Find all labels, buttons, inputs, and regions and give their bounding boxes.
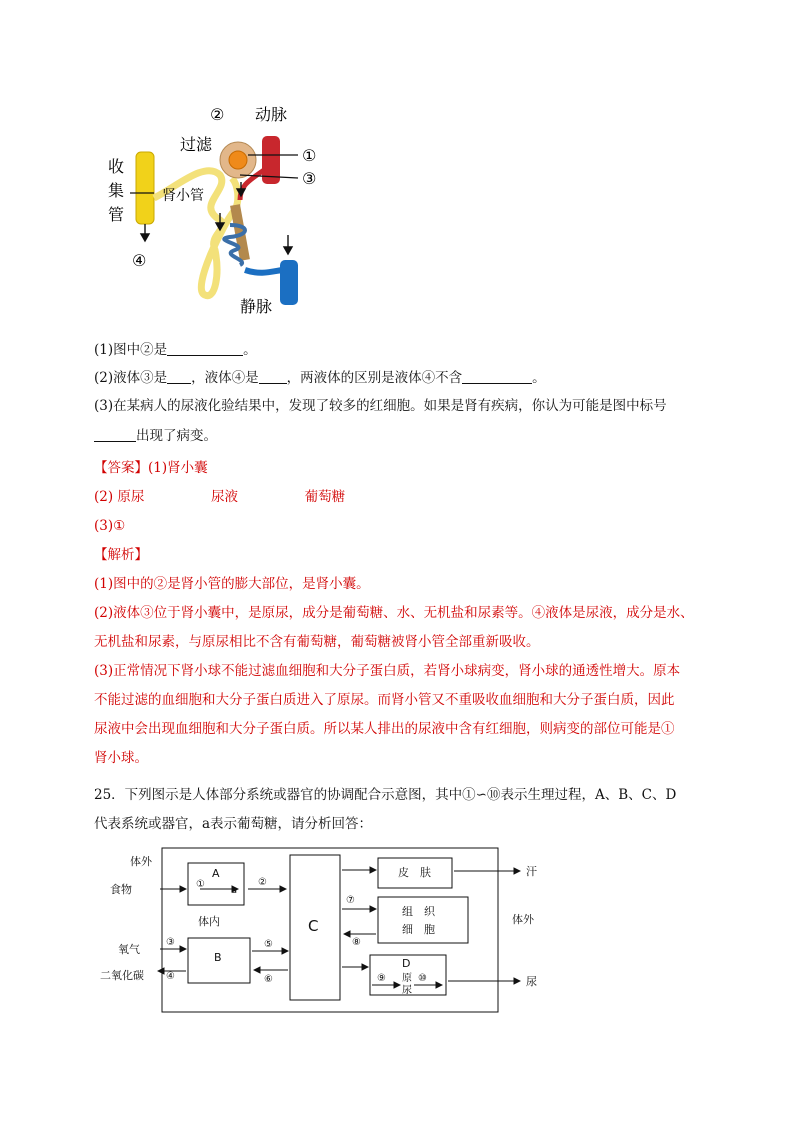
analysis-p2-line-1: (2)液体③位于肾小囊中，是原尿，成分是葡萄糖、水、无机盐和尿素等。④液体是尿液，成分是水、	[94, 605, 694, 621]
label-circle-2: ②	[258, 877, 267, 888]
analysis-p3-line-2: 不能过滤的血细胞和大分子蛋白质进入了原尿。而肾小管又不重吸收血细胞和大分子蛋白质，因此	[94, 692, 675, 708]
answer-label: 【答案】	[94, 460, 148, 476]
analysis-p1: (1)图中的②是肾小管的膨大部位，是肾小囊。	[94, 576, 370, 592]
q1-prefix: (1)图中②是	[94, 342, 168, 358]
label-sweat: 汗	[526, 865, 537, 878]
analysis-p3-line-4: 肾小球。	[94, 750, 148, 766]
label-outside-top: 体外	[130, 855, 152, 868]
q25-line-1: 25．下列图示是人体部分系统或器官的协调配合示意图，其中①∽⑩表示生理过程，A、B、C、D	[94, 787, 677, 803]
q2-c: ，两液体的区别是液体④不含	[286, 370, 463, 386]
kidney-nephron-figure	[100, 100, 340, 325]
q2-blank-1	[167, 369, 191, 384]
label-filter: 过滤	[180, 135, 213, 154]
analysis-p3-line-3: 尿液中会出现血细胞和大分子蛋白质。所以某人排出的尿液中含有红细胞，则病变的部位可能是①	[94, 721, 675, 737]
q2-b: ，液体④是	[191, 370, 259, 386]
vein-vessel	[280, 260, 298, 305]
label-artery: 动脉	[255, 105, 288, 124]
label-collect-3: 管	[108, 205, 125, 224]
glomerulus	[229, 151, 247, 169]
q2-blank-2	[259, 369, 287, 384]
q1-suffix: 。	[243, 342, 257, 358]
label-C: C	[308, 917, 319, 935]
label-collect-2: 集	[108, 181, 125, 200]
question-3-line-2	[94, 427, 217, 445]
label-circle-1: ①	[302, 146, 317, 165]
label-tubule: 肾小管	[162, 188, 204, 204]
q2-d: 。	[532, 370, 546, 386]
label-food: 食物	[110, 883, 132, 896]
label-circle-10: ⑩	[418, 973, 427, 984]
q1-blank	[167, 341, 243, 356]
label-circle-8: ⑧	[352, 937, 361, 948]
label-inside: 体内	[198, 915, 220, 928]
label-urine: 尿	[526, 975, 537, 988]
label-circle-5: ⑤	[264, 939, 273, 950]
label-A: A	[212, 867, 220, 880]
q3-blank	[94, 427, 136, 442]
label-a-glucose: a	[231, 885, 238, 896]
label-circle-6: ⑥	[264, 974, 273, 985]
label-yuan: 原	[402, 973, 412, 984]
answer-line-2	[94, 488, 345, 506]
question-3-line-1: (3)在某病人的尿液化验结果中，发现了较多的红细胞。如果是肾有疾病，你认为可能是图中标号	[94, 398, 667, 414]
label-skin: 皮 肤	[398, 866, 431, 879]
analysis-p3-line-1: (3)正常情况下肾小球不能过滤血细胞和大分子蛋白质，若肾小球病变，肾小球的通透性增大。原本	[94, 663, 681, 679]
q25-line-2: 代表系统或器官，a表示葡萄糖，请分析回答：	[94, 816, 373, 832]
label-circle-9: ⑨	[377, 973, 386, 984]
collecting-duct	[136, 152, 154, 224]
q2-blank-3	[462, 369, 532, 384]
answer-1: (1)肾小囊	[148, 460, 208, 476]
label-D: D	[402, 957, 411, 970]
analysis-label: 【解析】	[94, 547, 148, 563]
label-circle-3: ③	[302, 169, 317, 188]
label-oxygen: 氧气	[118, 943, 140, 956]
label-vein: 静脉	[240, 297, 273, 316]
label-circle-4: ④	[166, 971, 175, 982]
label-circle-2: ②	[210, 105, 225, 124]
label-collect-1: 收	[108, 157, 125, 176]
answer-2-first: (2) 原尿	[94, 489, 145, 505]
label-tissue-2: 细 胞	[402, 923, 435, 936]
q3-suffix: 出现了病变。	[136, 428, 217, 444]
label-B: B	[214, 951, 222, 964]
question-1	[94, 341, 257, 359]
answer-2-second: 尿液	[211, 489, 239, 505]
label-circle-7: ⑦	[346, 895, 355, 906]
answer-2-third: 葡萄糖	[304, 489, 346, 505]
body-systems-diagram	[100, 845, 570, 1020]
label-niao: 尿	[402, 985, 412, 996]
label-outside-right: 体外	[512, 913, 534, 926]
q2-a: (2)液体③是	[94, 370, 168, 386]
label-circle-3: ③	[166, 937, 175, 948]
analysis-p2-line-2: 无机盐和尿素，与原尿相比不含有葡萄糖，葡萄糖被肾小管全部重新吸收。	[94, 634, 540, 650]
box-tissue	[378, 897, 468, 943]
label-co2: 二氧化碳	[100, 969, 144, 982]
label-a-circle-1: ①	[196, 879, 205, 890]
label-tissue-1: 组 织	[402, 905, 435, 918]
answer-line-1	[94, 459, 208, 477]
question-2	[94, 369, 546, 387]
answer-line-3: (3)①	[94, 518, 126, 534]
label-circle-4: ④	[132, 251, 147, 270]
